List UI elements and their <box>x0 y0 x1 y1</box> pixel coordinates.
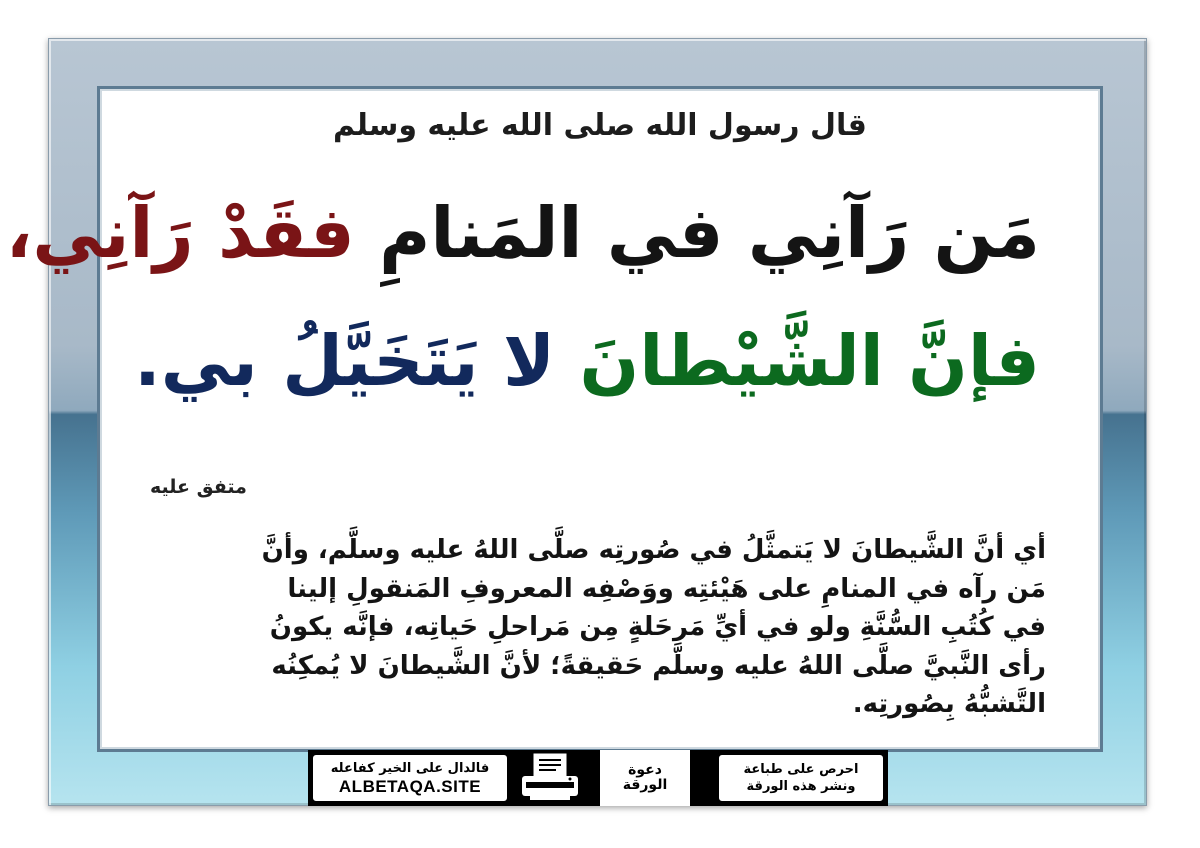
printer-icon <box>518 752 582 804</box>
logo-text-line-1: دعوة <box>628 762 662 778</box>
hadith-line-2 <box>134 320 1040 402</box>
print-reminder-line-1: احرص على طباعة <box>743 762 859 777</box>
site-box <box>312 754 508 802</box>
explanation-line: مَن رآه في المنامِ على هَيْئتِه ووَصْفِه المعروفِ المَنقولِ إلينا <box>287 573 1046 604</box>
hadith-source: متفق عليه <box>150 476 247 498</box>
hadith-line-2-part-1: فإنَّ الشَّيْطانَ <box>579 320 1040 402</box>
explanation-line: رأى النَّبيَّ صلَّى اللهُ عليه وسلَّم حَقيقةً؛ لأنَّ الشَّيطانَ لا يُمكِنُه <box>271 650 1046 681</box>
calligraphy-logo <box>600 750 690 806</box>
print-reminder-line-2: ونشر هذه الورقة <box>746 779 856 794</box>
explanation-line: في كُتُبِ السُّنَّةِ ولو في أيِّ مَرحَلةٍ مِن مَراحلِ حَياتِه، فإنَّه يكونُ <box>269 612 1046 642</box>
footer-tagline: فالدال على الخير كفاعله <box>330 760 490 776</box>
hadith-line-1-part-2: فقَدْ رَآنِي، <box>5 192 355 274</box>
footer-bar <box>308 750 888 806</box>
print-reminder-box <box>718 754 884 802</box>
intro-line: قال رسول الله صلى الله عليه وسلم <box>333 108 867 143</box>
hadith-line-2-part-2: لا يَتَخَيَّلُ بي. <box>134 320 556 402</box>
explanation-paragraph <box>148 531 1046 724</box>
site-link[interactable]: ALBETAQA.SITE <box>338 776 482 796</box>
hadith-line-1-part-1: مَن رَآنِي في المَنامِ <box>379 192 1040 274</box>
hadith-line-1 <box>5 192 1040 274</box>
explanation-line: أي أنَّ الشَّيطانَ لا يَتمثَّلُ في صُورتِه صلَّى اللهُ عليه وسلَّم، وأنَّ <box>261 535 1046 565</box>
logo-text-line-2: الورقة <box>622 777 668 793</box>
explanation-line: التَّشبُّهُ بِصُورتِه. <box>852 689 1046 719</box>
